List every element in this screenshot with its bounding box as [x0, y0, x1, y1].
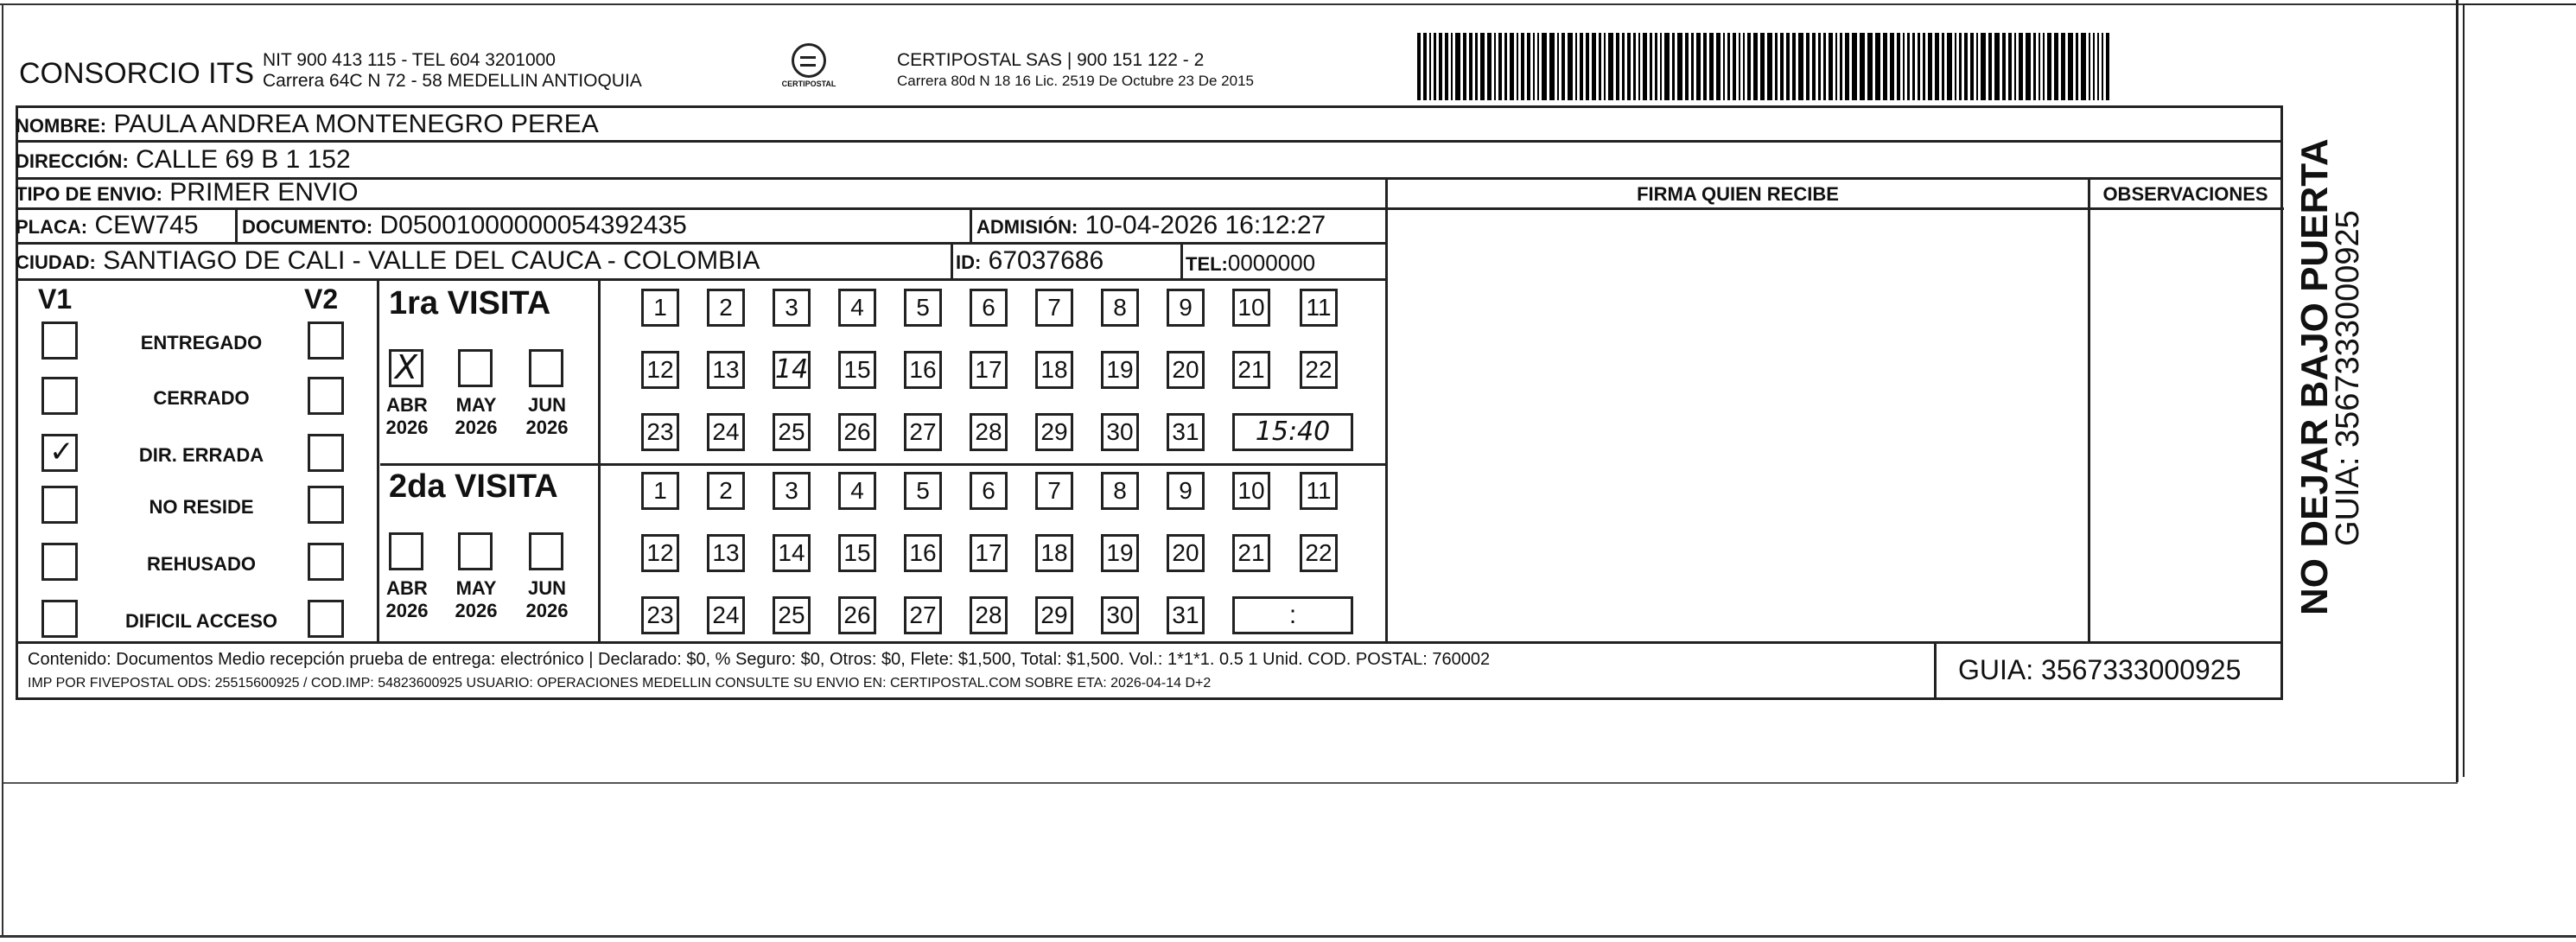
- barcode-bar: [1981, 33, 1986, 100]
- barcode-bar: [1767, 33, 1772, 100]
- barcode-bar: [2002, 33, 2006, 100]
- month-name: MAY: [455, 577, 497, 599]
- v1-checkbox[interactable]: [41, 377, 78, 415]
- carrier-license: Carrera 80d N 18 16 Lic. 2519 De Octubre 23 De 2015: [897, 73, 1254, 89]
- barcode-bar: [1451, 33, 1453, 100]
- v1-checkbox[interactable]: [41, 434, 78, 472]
- barcode-bar: [1533, 33, 1535, 100]
- v1-checkbox[interactable]: [41, 543, 78, 581]
- barcode-bar: [2102, 33, 2103, 100]
- barcode-bar: [1875, 33, 1880, 100]
- barcode-bar: [1434, 33, 1436, 100]
- first-day-box[interactable]: 4: [838, 289, 876, 327]
- barcode-bar: [1429, 33, 1431, 100]
- second-day-box[interactable]: 5: [904, 472, 942, 510]
- barcode-bar: [1955, 33, 1956, 100]
- carrier-line: CERTIPOSTAL SAS | 900 151 122 - 2: [897, 50, 1205, 70]
- barcode-bar: [2026, 33, 2031, 100]
- cell-divider: [235, 210, 238, 242]
- second-day-box[interactable]: 8: [1101, 472, 1139, 510]
- row-ciudad: [16, 247, 760, 277]
- first-day-box[interactable]: 11: [1300, 289, 1338, 327]
- row-documento: [242, 212, 687, 241]
- barcode-bar: [2097, 33, 2099, 100]
- barcode-bar: [2019, 33, 2023, 100]
- first-day-box[interactable]: 27: [904, 413, 942, 451]
- first-day-box[interactable]: 10: [1232, 289, 1270, 327]
- second-day-box[interactable]: 18: [1035, 534, 1073, 572]
- barcode-bar: [1852, 33, 1857, 100]
- first-day-box[interactable]: 26: [838, 413, 876, 451]
- barcode-bar: [2014, 33, 2016, 100]
- barcode-bar: [1638, 33, 1640, 100]
- barcode-bar: [2081, 33, 2086, 100]
- barcode-bar: [1475, 33, 1478, 100]
- v1-checkbox[interactable]: [41, 486, 78, 524]
- second-day-box[interactable]: 12: [641, 534, 679, 572]
- v2-checkbox[interactable]: [308, 321, 344, 360]
- barcode-bar: [1504, 33, 1507, 100]
- second-day-box[interactable]: 22: [1300, 534, 1338, 572]
- first-day-box[interactable]: 9: [1167, 289, 1205, 327]
- row-tipo: [16, 179, 359, 208]
- month-year: 2026: [385, 600, 429, 621]
- first-day-box[interactable]: 23: [641, 413, 679, 451]
- observations-area[interactable]: [2090, 210, 2280, 641]
- visit-divider: [380, 463, 1388, 466]
- barcode-bar: [1970, 33, 1974, 100]
- barcode-bar: [1739, 33, 1740, 100]
- v1-checkbox[interactable]: [41, 321, 78, 360]
- barcode-bar: [2054, 33, 2058, 100]
- barcode-bar: [1672, 33, 1675, 100]
- cell-divider: [1180, 245, 1183, 278]
- second-day-box[interactable]: 21: [1232, 534, 1270, 572]
- second-day-box[interactable]: 25: [773, 596, 811, 634]
- barcode-bar: [2093, 33, 2095, 100]
- v2-checkbox[interactable]: [308, 434, 344, 472]
- second-day-box[interactable]: 19: [1101, 534, 1139, 572]
- page-top-border: [0, 3, 2576, 5]
- second-day-box[interactable]: 15: [838, 534, 876, 572]
- v2-header: V2: [304, 283, 339, 315]
- first-day-box[interactable]: 17: [970, 351, 1008, 389]
- second-day-box[interactable]: 17: [970, 534, 1008, 572]
- barcode-bar: [1696, 33, 1701, 100]
- first-day-box[interactable]: 19: [1101, 351, 1139, 389]
- barcode-bar: [1760, 33, 1765, 100]
- second-day-box[interactable]: 16: [904, 534, 942, 572]
- admision-label: ADMISIÓN:: [976, 216, 1078, 238]
- documento-value: D05001000000054392435: [379, 211, 687, 239]
- second-day-box[interactable]: 2: [707, 472, 745, 510]
- row-divider: [16, 140, 2283, 143]
- barcode-bar: [1622, 33, 1625, 100]
- second-day-box[interactable]: 29: [1035, 596, 1073, 634]
- barcode-bar: [1935, 33, 1939, 100]
- status-label: ENTREGADO: [140, 332, 263, 353]
- first-day-box[interactable]: 8: [1101, 289, 1139, 327]
- carrier-info: [897, 50, 1254, 92]
- no-dejar-warning: NO DEJAR BAJO PUERTA: [2293, 138, 2336, 615]
- barcode-bar: [1417, 33, 1421, 100]
- company-address: Carrera 64C N 72 - 58 MEDELLIN ANTIOQUIA: [263, 71, 642, 91]
- barcode-bar: [1439, 33, 1442, 100]
- cell-divider: [377, 278, 379, 641]
- cell-divider: [951, 245, 953, 278]
- barcode-bar: [1463, 33, 1466, 100]
- barcode-bar: [1835, 33, 1837, 100]
- second-day-box[interactable]: 3: [773, 472, 811, 510]
- first-day-box[interactable]: 20: [1167, 351, 1205, 389]
- first-month-checkbox[interactable]: [389, 349, 423, 387]
- certipostal-logo: [774, 43, 843, 88]
- barcode-bar: [1903, 33, 1905, 100]
- first-visit-title: 1ra VISITA: [389, 285, 551, 321]
- barcode-bar: [1586, 33, 1589, 100]
- first-month-label: [380, 394, 434, 439]
- barcode-bar: [1643, 33, 1647, 100]
- barcode-bar: [1923, 33, 1925, 100]
- barcode-bar: [1775, 33, 1778, 100]
- barcode-bar: [1521, 33, 1524, 100]
- barcode-bar: [1806, 33, 1810, 100]
- card-bottom-border: [3, 782, 2458, 784]
- tel-label: TEL:: [1186, 253, 1228, 275]
- barcode-bar: [1976, 33, 1978, 100]
- month-name: MAY: [455, 394, 497, 416]
- row-id: [956, 247, 1104, 277]
- barcode-bar: [1716, 33, 1721, 100]
- back-sheet-top: [2463, 3, 2576, 5]
- observaciones-header: OBSERVACIONES: [2102, 183, 2268, 205]
- barcode-bar: [1549, 33, 1555, 100]
- first-day-box[interactable]: 31: [1167, 413, 1205, 451]
- barcode-bar: [1557, 33, 1559, 100]
- page-left-border: [2, 3, 3, 937]
- barcode-bar: [1709, 33, 1714, 100]
- barcode-bar: [1580, 33, 1583, 100]
- footer-print-info: IMP POR FIVEPOSTAL ODS: 25515600925 / COD.IMP: 54823600925 USUARIO: OPERACIONES MEDELLIN CONSULTE SU ENVIO EN: CERTIPOSTAL.COM SOBRE ETA: 2026-04-14 D+2: [28, 676, 1212, 691]
- barcode-bar: [1942, 33, 1944, 100]
- barcode-bar: [1562, 33, 1565, 100]
- barcode-bar: [1592, 33, 1596, 100]
- second-day-box[interactable]: 1: [641, 472, 679, 510]
- barcode-bar: [1743, 33, 1745, 100]
- tipo-label: TIPO DE ENVIO:: [16, 183, 162, 205]
- barcode-bar: [1733, 33, 1736, 100]
- first-day-box[interactable]: 29: [1035, 413, 1073, 451]
- barcode-bar: [1823, 33, 1826, 100]
- second-day-box[interactable]: 20: [1167, 534, 1205, 572]
- barcode-bar: [1829, 33, 1833, 100]
- side-guia: GUIA: 3567333000925: [2330, 210, 2366, 546]
- ciudad-label: CIUDAD:: [16, 251, 96, 273]
- first-month-mark: X: [395, 348, 418, 386]
- nit-line: NIT 900 413 115 - TEL 604 3201000: [263, 50, 556, 70]
- barcode-bar: [1655, 33, 1657, 100]
- second-day-box[interactable]: 24: [707, 596, 745, 634]
- barcode-bar: [1928, 33, 1932, 100]
- barcode-icon: [1417, 33, 2117, 100]
- month-year: 2026: [385, 417, 429, 438]
- second-visit-title: 2da VISITA: [389, 468, 558, 505]
- row-admision: [976, 212, 1326, 241]
- second-month-checkbox[interactable]: [389, 532, 423, 570]
- footer-divider: [16, 641, 2283, 644]
- barcode-bar: [1780, 33, 1784, 100]
- v1-check-mark: ✓: [49, 435, 74, 469]
- barcode-bar: [1753, 33, 1758, 100]
- cell-divider: [970, 210, 972, 242]
- barcode-bar: [1455, 33, 1460, 100]
- barcode-bar: [1469, 33, 1472, 100]
- barcode-bar: [1959, 33, 1962, 100]
- logo-text: CERTIPOSTAL: [781, 80, 836, 88]
- documento-label: DOCUMENTO:: [242, 216, 373, 238]
- certipostal-logo-icon: [792, 43, 826, 78]
- barcode-bar: [2047, 33, 2051, 100]
- company-info: [263, 50, 642, 92]
- first-day-box[interactable]: 2: [707, 289, 745, 327]
- barcode-bar: [1510, 33, 1514, 100]
- barcode-bar: [1608, 33, 1613, 100]
- month-name: ABR: [386, 394, 428, 416]
- barcode-bar: [1616, 33, 1619, 100]
- first-time-box[interactable]: 15:40: [1232, 413, 1353, 451]
- barcode-bar: [1494, 33, 1496, 100]
- row-placa: [16, 212, 199, 241]
- footer-content: Contenido: Documentos Medio recepción prueba de entrega: electrónico | Declarado: $0, % Seguro: $0, Otros: $0, Flete: $1,500, Total: $1,500. Vol.: 1*1*1. 0.5 1 Unid. COD. POSTAL: 760002: [28, 650, 1491, 669]
- id-label: ID:: [956, 251, 982, 273]
- barcode-bar: [1890, 33, 1894, 100]
- second-time-box[interactable]: :: [1232, 596, 1353, 634]
- barcode-bar: [1568, 33, 1573, 100]
- barcode-bar: [2076, 33, 2078, 100]
- first-day-box[interactable]: 12: [641, 351, 679, 389]
- barcode-bar: [1599, 33, 1601, 100]
- second-day-box[interactable]: 6: [970, 472, 1008, 510]
- barcode-bar: [1792, 33, 1796, 100]
- page-bottom-border: [0, 935, 2576, 938]
- month-year: 2026: [455, 417, 498, 438]
- barcode-bar: [1786, 33, 1790, 100]
- barcode-bar: [1633, 33, 1636, 100]
- barcode-bar: [1650, 33, 1652, 100]
- second-day-box[interactable]: 26: [838, 596, 876, 634]
- first-day-box[interactable]: 6: [970, 289, 1008, 327]
- back-sheet-edge: [2463, 3, 2465, 777]
- row-nombre: [16, 111, 599, 140]
- card-right-border: [2456, 0, 2458, 782]
- first-day-box[interactable]: 7: [1035, 289, 1073, 327]
- barcode-bar: [1994, 33, 2000, 100]
- first-day-box[interactable]: 18: [1035, 351, 1073, 389]
- second-month-label: [520, 577, 574, 622]
- barcode-bar: [2043, 33, 2045, 100]
- first-day-box[interactable]: 13: [707, 351, 745, 389]
- second-day-box[interactable]: 13: [707, 534, 745, 572]
- status-label: NO RESIDE: [149, 496, 254, 518]
- barcode-bar: [1527, 33, 1530, 100]
- month-year: 2026: [525, 600, 569, 621]
- barcode-bar: [1798, 33, 1803, 100]
- barcode-bar: [1685, 33, 1689, 100]
- barcode-bar: [2068, 33, 2073, 100]
- guia-divider: [1934, 641, 1937, 700]
- barcode-bar: [1677, 33, 1682, 100]
- row-direccion: [16, 146, 351, 175]
- barcode-bar: [1907, 33, 1910, 100]
- barcode-bar: [1604, 33, 1606, 100]
- first-day-box[interactable]: 28: [970, 413, 1008, 451]
- guia-number: GUIA: 3567333000925: [1958, 654, 2242, 685]
- row-divider: [16, 278, 1388, 281]
- status-label: REHUSADO: [147, 553, 256, 575]
- barcode-bar: [1867, 33, 1873, 100]
- first-day-box[interactable]: 5: [904, 289, 942, 327]
- direccion-value: CALLE 69 B 1 152: [136, 145, 351, 174]
- first-month-checkbox[interactable]: [529, 349, 563, 387]
- second-day-box[interactable]: 10: [1232, 472, 1270, 510]
- barcode-bar: [1818, 33, 1821, 100]
- barcode-bar: [1947, 33, 1952, 100]
- barcode-bar: [1860, 33, 1865, 100]
- first-month-label: [520, 394, 574, 439]
- barcode-bar: [1445, 33, 1448, 100]
- barcode-bar: [1703, 33, 1707, 100]
- barcode-bar: [1912, 33, 1915, 100]
- status-label: DIFICIL ACCESO: [124, 610, 277, 632]
- month-year: 2026: [525, 417, 569, 438]
- placa-label: PLACA:: [16, 216, 88, 238]
- first-day-box[interactable]: 15: [838, 351, 876, 389]
- barcode-bar: [1664, 33, 1670, 100]
- firma-header: FIRMA QUIEN RECIBE: [1637, 183, 1839, 205]
- second-day-box[interactable]: 7: [1035, 472, 1073, 510]
- barcode-bar: [1423, 33, 1427, 100]
- cell-divider: [598, 278, 601, 641]
- barcode-bar: [1498, 33, 1502, 100]
- v1-checkbox[interactable]: [41, 600, 78, 638]
- barcode-bar: [1883, 33, 1887, 100]
- barcode-bar: [1840, 33, 1842, 100]
- second-day-box[interactable]: 31: [1167, 596, 1205, 634]
- row-tel: [1186, 249, 1315, 278]
- first-day-box[interactable]: 25: [773, 413, 811, 451]
- barcode-bar: [1691, 33, 1694, 100]
- second-day-box[interactable]: 4: [838, 472, 876, 510]
- second-month-label: [449, 577, 503, 622]
- barcode-bar: [1542, 33, 1547, 100]
- barcode-bar: [1845, 33, 1849, 100]
- ciudad-value: SANTIAGO DE CALI - VALLE DEL CAUCA - COLOMBIA: [103, 246, 760, 275]
- first-day-box[interactable]: 30: [1101, 413, 1139, 451]
- first-day-box[interactable]: 16: [904, 351, 942, 389]
- second-day-box[interactable]: 9: [1167, 472, 1205, 510]
- placa-value: CEW745: [94, 211, 199, 239]
- second-month-checkbox[interactable]: [529, 532, 563, 570]
- barcode-bar: [1723, 33, 1725, 100]
- month-name: ABR: [386, 577, 428, 599]
- first-day-box[interactable]: 21: [1232, 351, 1270, 389]
- v2-checkbox[interactable]: [308, 486, 344, 524]
- barcode-bar: [1918, 33, 1920, 100]
- status-label: CERRADO: [153, 387, 250, 409]
- v1-header: V1: [38, 283, 73, 315]
- barcode-bar: [2089, 33, 2090, 100]
- barcode-bar: [2008, 33, 2012, 100]
- barcode-bar: [2061, 33, 2065, 100]
- first-month-checkbox[interactable]: [458, 349, 493, 387]
- barcode-bar: [1575, 33, 1577, 100]
- barcode-bar: [1964, 33, 1968, 100]
- barcode-bar: [1627, 33, 1631, 100]
- status-label: DIR. ERRADA: [138, 444, 264, 466]
- barcode-bar: [1897, 33, 1900, 100]
- v2-checkbox[interactable]: [308, 543, 344, 581]
- v2-checkbox[interactable]: [308, 600, 344, 638]
- first-day-box[interactable]: 24: [707, 413, 745, 451]
- barcode-bar: [1988, 33, 1992, 100]
- barcode-bar: [1487, 33, 1492, 100]
- barcode-bar: [1812, 33, 1816, 100]
- month-year: 2026: [455, 600, 498, 621]
- barcode-bar: [1480, 33, 1485, 100]
- month-name: JUN: [527, 394, 566, 416]
- tel-value: 0000000: [1227, 250, 1316, 276]
- nombre-label: NOMBRE:: [16, 115, 107, 137]
- second-month-label: [380, 577, 434, 622]
- signature-area[interactable]: [1388, 210, 2088, 641]
- barcode-bar: [1537, 33, 1539, 100]
- barcode-bar: [1747, 33, 1751, 100]
- barcode-bar: [1517, 33, 1518, 100]
- second-day-box[interactable]: 30: [1101, 596, 1139, 634]
- company-name: CONSORCIO ITS: [19, 57, 255, 90]
- month-name: JUN: [527, 577, 566, 599]
- first-day-box[interactable]: 1: [641, 289, 679, 327]
- second-day-box[interactable]: 14: [773, 534, 811, 572]
- first-day-box[interactable]: 3: [773, 289, 811, 327]
- second-day-box[interactable]: 23: [641, 596, 679, 634]
- second-month-checkbox[interactable]: [458, 532, 493, 570]
- direccion-label: DIRECCIÓN:: [16, 150, 129, 172]
- barcode-bar: [1727, 33, 1730, 100]
- barcode-bar: [2033, 33, 2036, 100]
- first-day-box[interactable]: 14: [773, 351, 811, 389]
- second-day-box[interactable]: 28: [970, 596, 1008, 634]
- first-day-box[interactable]: 22: [1300, 351, 1338, 389]
- barcode-bar: [2039, 33, 2040, 100]
- barcode-bar: [1660, 33, 1662, 100]
- first-month-label: [449, 394, 503, 439]
- second-day-box[interactable]: 27: [904, 596, 942, 634]
- nombre-value: PAULA ANDREA MONTENEGRO PEREA: [113, 110, 599, 138]
- admision-value: 10-04-2026 16:12:27: [1084, 211, 1326, 239]
- barcode-bar: [2106, 33, 2109, 100]
- id-value: 67037686: [988, 246, 1104, 275]
- v2-checkbox[interactable]: [308, 377, 344, 415]
- second-day-box[interactable]: 11: [1300, 472, 1338, 510]
- tipo-value: PRIMER ENVIO: [169, 178, 359, 207]
